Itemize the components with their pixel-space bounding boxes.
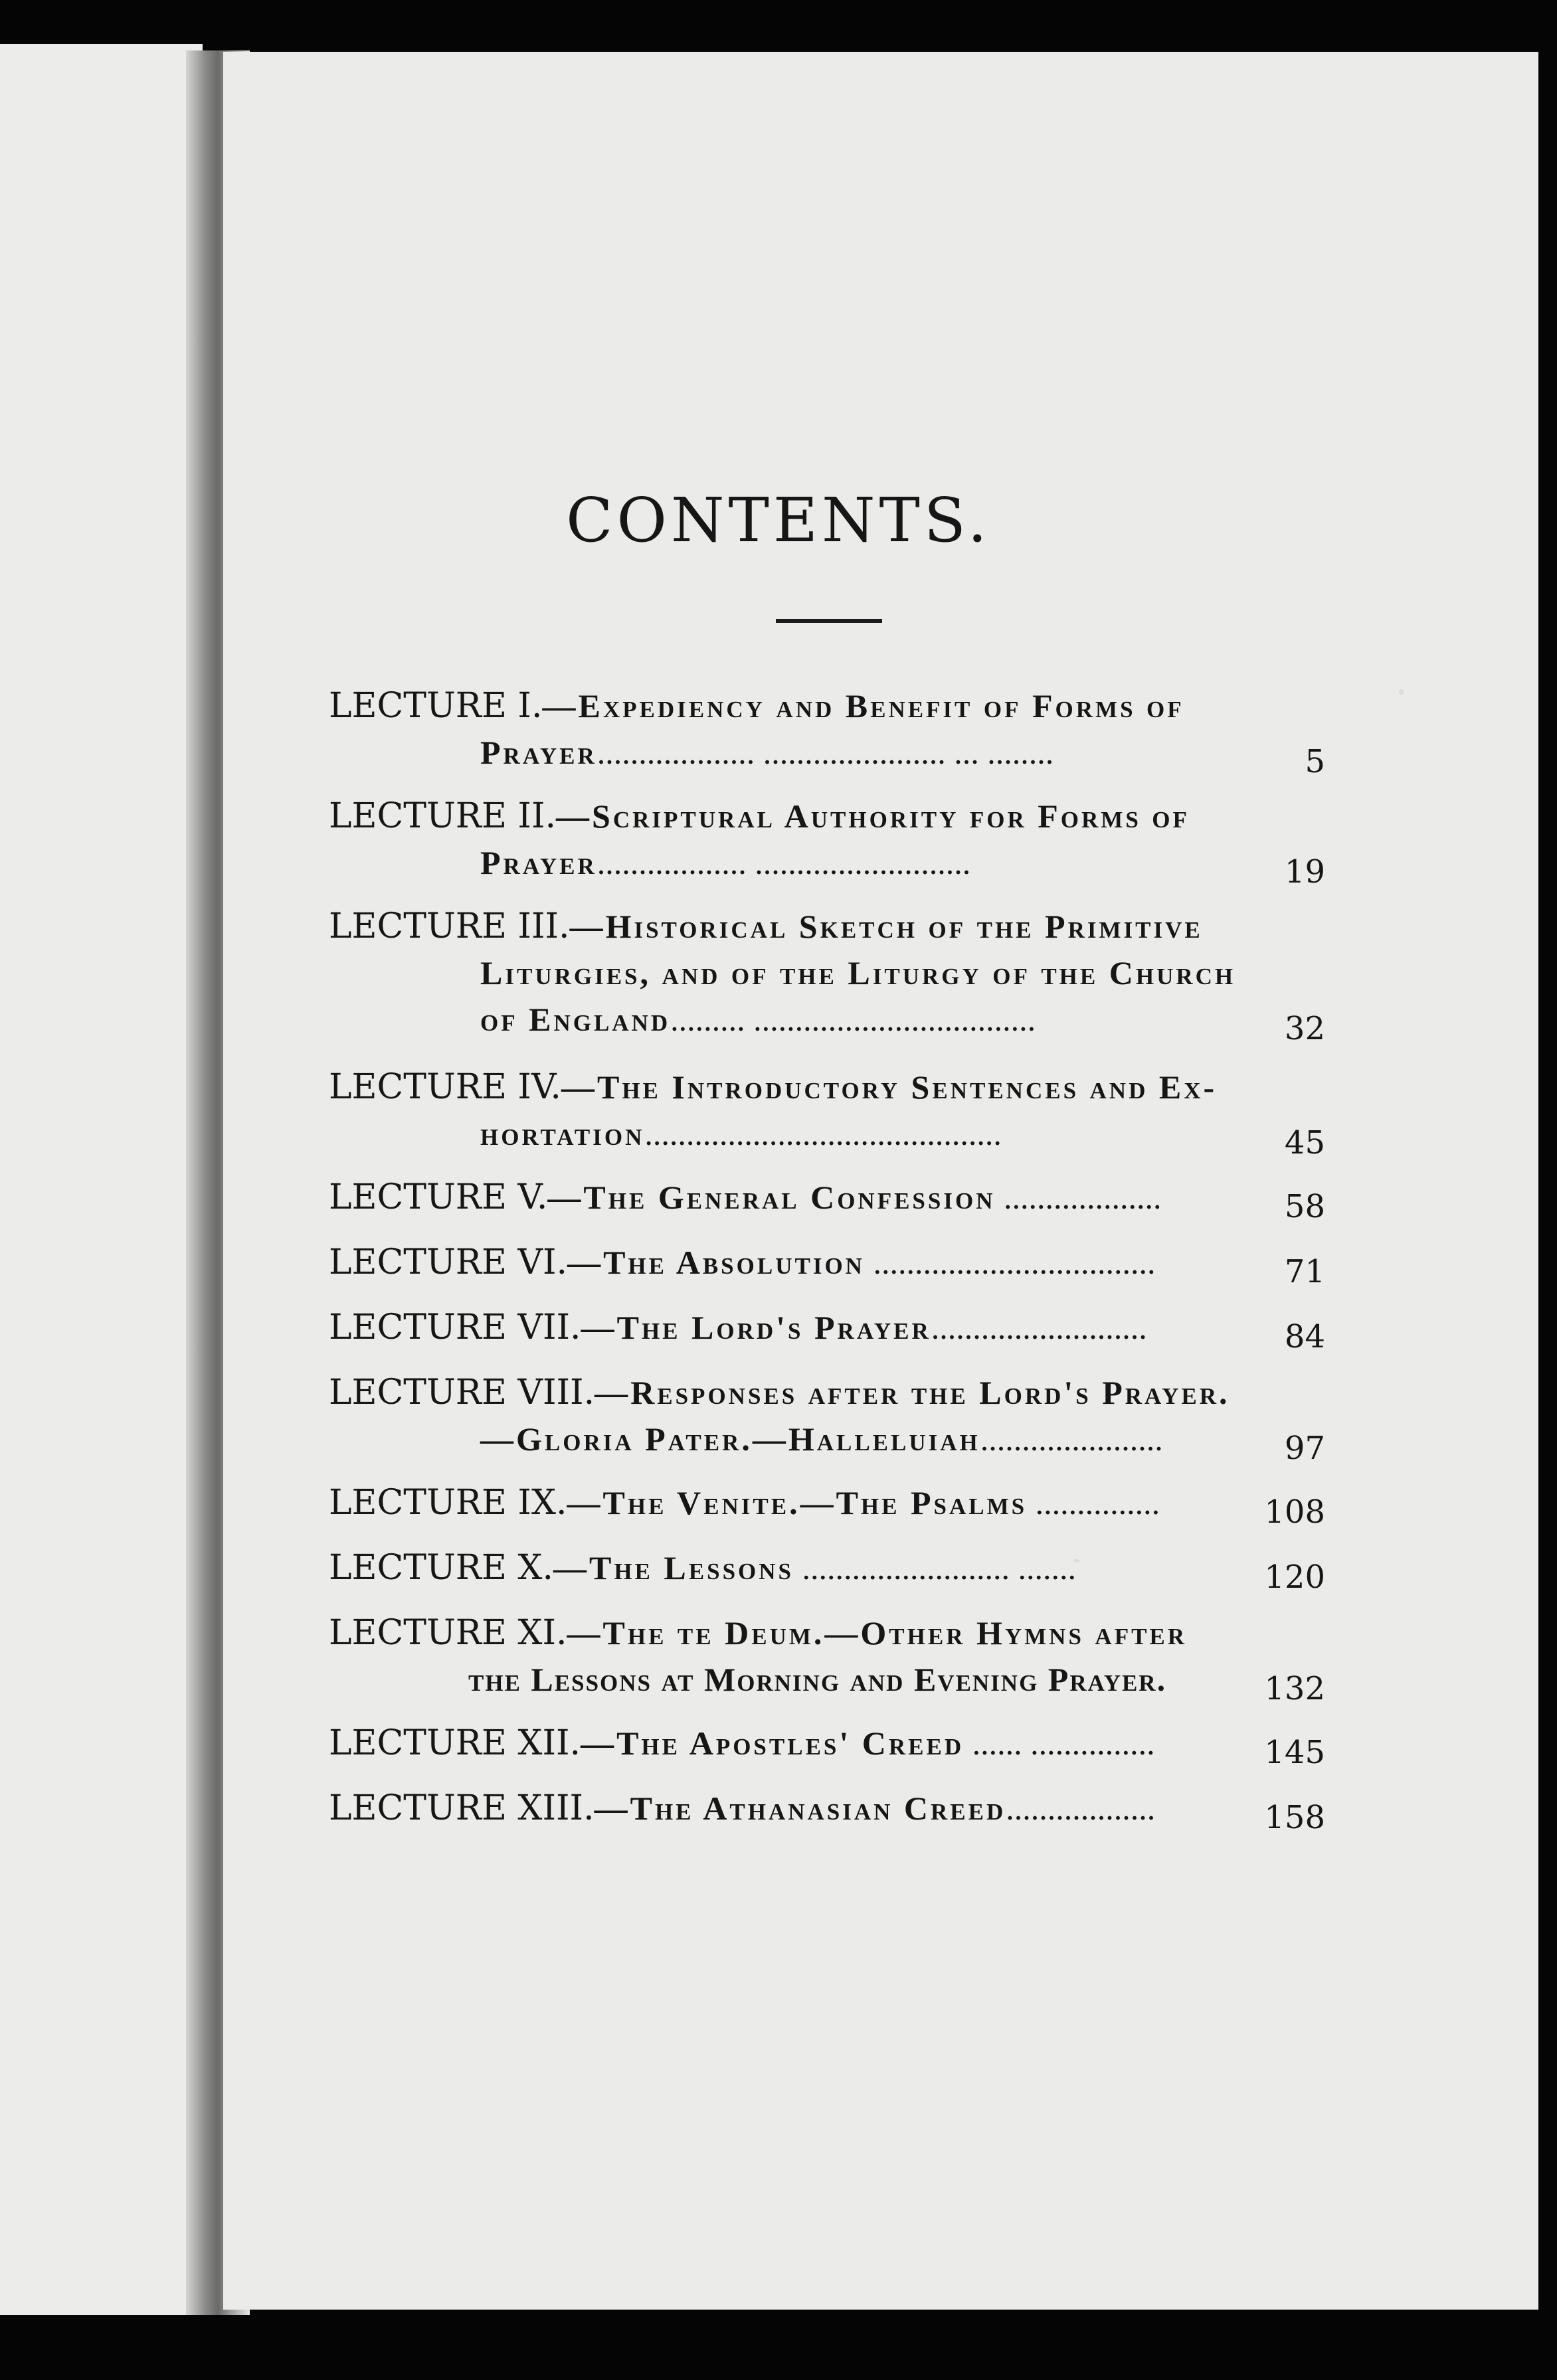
lecture-label: LECTURE XII. xyxy=(329,1723,581,1763)
lecture-label: LECTURE VII. xyxy=(329,1308,581,1347)
toc-entry-lecture-9 xyxy=(329,1481,1325,1531)
dot-leader: ........................................... xyxy=(644,1115,1002,1152)
page-number: 45 xyxy=(1284,1124,1325,1161)
toc-entry-lecture-13 xyxy=(329,1786,1325,1836)
page-number: 108 xyxy=(1264,1493,1325,1531)
page-number: 158 xyxy=(1264,1799,1325,1836)
lecture-label: LECTURE IV. xyxy=(329,1067,561,1107)
page-number: 32 xyxy=(1284,1010,1325,1047)
lecture-subject: —Historical Sketch of the Primitive xyxy=(569,908,1203,945)
toc-entry-lecture-7 xyxy=(329,1306,1325,1355)
page-number: 5 xyxy=(1305,743,1325,780)
page-number: 97 xyxy=(1284,1430,1325,1467)
lecture-subject: —Expediency and Benefit of Forms of xyxy=(542,687,1184,724)
lecture-subject-continued: Prayer xyxy=(480,734,597,771)
lecture-label: LECTURE VI. xyxy=(329,1242,568,1282)
page-number: 71 xyxy=(1284,1253,1325,1290)
lecture-subject-continued: Prayer xyxy=(480,844,597,881)
page-number: 58 xyxy=(1284,1188,1325,1225)
lecture-label: LECTURE XI. xyxy=(329,1613,567,1653)
toc-entry-lecture-5 xyxy=(329,1175,1325,1225)
paper-speck xyxy=(1399,689,1404,695)
toc-entry-lecture-12 xyxy=(329,1721,1325,1771)
lecture-subject: —The te Deum.—Other Hymns after xyxy=(567,1614,1188,1652)
title-rule xyxy=(776,619,882,623)
lecture-label: LECTURE XIII. xyxy=(329,1788,595,1828)
dot-leader: ...... ............... xyxy=(972,1725,1155,1762)
dot-leader: .................. xyxy=(1006,1790,1156,1827)
dot-leader: ............... xyxy=(1035,1484,1160,1521)
dot-leader: .......................... xyxy=(931,1309,1147,1346)
toc-entry-lecture-1 xyxy=(329,684,1325,780)
page-number: 145 xyxy=(1264,1734,1325,1771)
toc-entry-lecture-6 xyxy=(329,1240,1325,1290)
page-number: 132 xyxy=(1264,1670,1325,1707)
lecture-subject-continued: Liturgies, and of the Liturgy of the Church xyxy=(480,954,1236,991)
lecture-subject-continued: hortation xyxy=(480,1115,645,1152)
lecture-subject: —The Athanasian Creed xyxy=(594,1790,1006,1827)
lecture-label: LECTURE VIII. xyxy=(329,1373,595,1412)
toc-entry-lecture-8 xyxy=(329,1371,1325,1467)
lecture-subject: —The Venite.—The Psalms xyxy=(567,1484,1028,1521)
dot-leader: ................... xyxy=(1003,1179,1162,1216)
lecture-label: LECTURE IX. xyxy=(329,1483,567,1523)
dot-leader: .................................. xyxy=(873,1244,1156,1281)
lecture-subject: —Scriptural Authority for Forms of xyxy=(556,798,1190,835)
lecture-subject: —The Apostles' Creed xyxy=(581,1725,964,1762)
lecture-label: LECTURE I. xyxy=(329,686,543,726)
dot-leader: ......................... ....... xyxy=(802,1549,1076,1586)
lecture-subject: —The Absolution xyxy=(567,1244,865,1281)
lecture-subject-continued: of England xyxy=(480,1001,671,1038)
page-number: 19 xyxy=(1284,853,1325,891)
toc-entry-lecture-10 xyxy=(329,1546,1325,1596)
dot-leader: ...................... xyxy=(980,1420,1163,1458)
lecture-subject-continued: the Lessons at Morning and Evening Prayer. xyxy=(468,1661,1167,1698)
page-number: 84 xyxy=(1284,1318,1325,1355)
toc-entry-lecture-4 xyxy=(329,1065,1325,1161)
lecture-label: LECTURE III. xyxy=(329,906,570,946)
page-number: 120 xyxy=(1264,1559,1325,1596)
dot-leader: ......... .................................. xyxy=(670,1001,1036,1038)
lecture-label: LECTURE X. xyxy=(329,1548,553,1588)
toc-entry-lecture-11 xyxy=(329,1611,1325,1707)
lecture-subject: —The General Confession xyxy=(547,1179,996,1216)
toc-entry-lecture-3 xyxy=(329,904,1325,1047)
lecture-subject: —Responses after the Lord's Prayer. xyxy=(595,1374,1230,1411)
page-title: CONTENTS. xyxy=(566,485,991,556)
lecture-subject: —The Lord's Prayer xyxy=(581,1309,931,1346)
lecture-label: LECTURE V. xyxy=(329,1177,548,1217)
lecture-subject-continued: —Gloria Pater.—Halleluiah xyxy=(480,1420,980,1458)
left-page-edge xyxy=(0,44,203,2315)
dot-leader: ................... ...................... ... ........ xyxy=(596,734,1054,771)
toc-entry-lecture-2 xyxy=(329,794,1325,891)
dot-leader: .................. .......................... xyxy=(596,844,971,881)
lecture-label: LECTURE II. xyxy=(329,796,557,836)
lecture-subject: —The Lessons xyxy=(553,1549,794,1586)
lecture-subject: —The Introductory Sentences and Ex- xyxy=(561,1068,1218,1106)
